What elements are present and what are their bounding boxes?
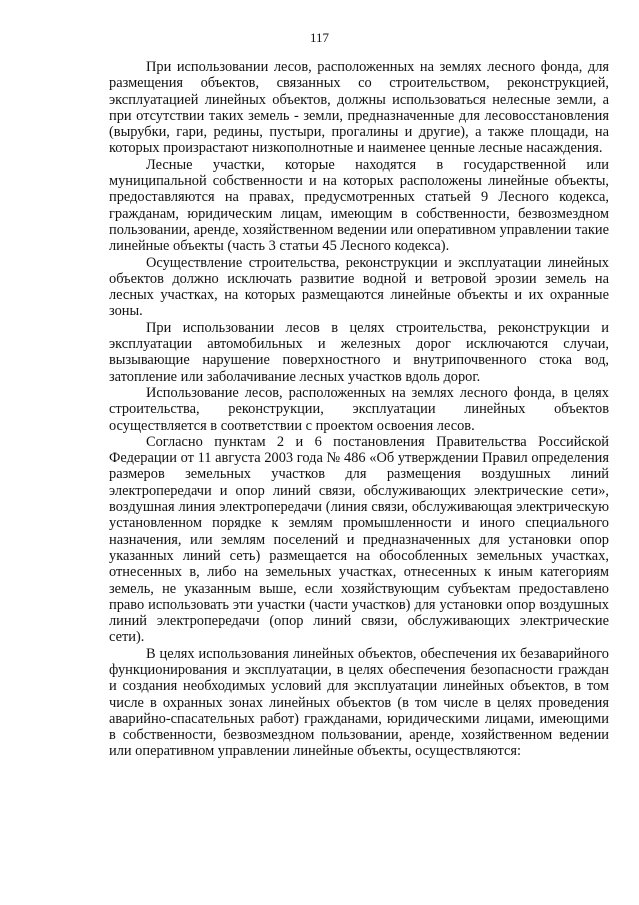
paragraph-forest-land-use: При использовании лесов, расположенных на землях лесного фонда, для размещения объектов, связанных со строительством, реконструкцией, эксплуатацией линейных объектов, должны использоваться нелесные земли, а при отсутствии таких земель - земли, предназначенные для лесовосстановления (вырубки, гари, редины, пустыри, прогалины и другие), а также площади, на которых произрастают низкополнотные и наименее ценные лесные насаждения. — [109, 59, 609, 157]
paragraph-forest-development-project: Использование лесов, расположенных на землях лесного фонда, в целях строительства, реконструкции, эксплуатации линейных объектов осуществляется в соответствии с проектом освоения лесов. — [109, 384, 609, 434]
page-body — [109, 59, 609, 760]
paragraph-linear-objects-safety: В целях использования линейных объектов, обеспечения их безаварийного функционирования и эксплуатации, в целях обеспечения безопасности граждан и создания необходимых условий для эксплуатации линейных объектов, в том числе в охранных зонах линейных объектов (в том числе в целях проведения аварийно-спасательных работ) гражданами, юридическими лицами, имеющими в собственности, безвозмездном пользовании, аренде, хозяйственном ведении или оперативном управлении линейные объекты, осуществляются: — [109, 645, 609, 760]
paragraph-forest-plots-rights: Лесные участки, которые находятся в государственной или муниципальной собственности и на которых расположены линейные объекты, предоставляются на правах, предусмотренных статьей 9 Лесного кодекса, гражданам, юридическим лицам, имеющим в собственности, безвозмездном пользовании, аренде, хозяйственном ведении или оперативном управлении такие линейные объекты (часть 3 статьи 45 Лесного кодекса). — [109, 156, 609, 255]
paragraph-government-resolution-486: Согласно пунктам 2 и 6 постановления Правительства Российской Федерации от 11 августа 2003 года № 486 «Об утверждении Правил определения размеров земельных участков для размещения воздушных линий электропередачи и опор линий связи, обслуживающих электрические сети», воздушная линия электропередачи (линия связи, обслуживающая электрическую установленном порядке к землям промышленности и иного специального назначения, или землям поселений и предназначенных для установки опор указанных линий сеть) размещается на обособленных земельных участках, отнесенных в, либо на земельных участках, отнесенных к иным категориям земель, не указанным выше, если хозяйствующим субъектам предоставлено право использовать эти участки (части участков) для установки опор воздушных линий электропередачи (опор линий связи, обслуживающих электрические сети). — [109, 433, 609, 646]
page-number: 117 — [309, 30, 330, 45]
paragraph-erosion-prevention: Осуществление строительства, реконструкции и эксплуатации линейных объектов должно исключать развитие водной и ветровой эрозии земель на лесных участках, на которых размещаются линейные объекты и их охранные зоны. — [109, 254, 609, 320]
paragraph-roads-drainage: При использовании лесов в целях строительства, реконструкции и эксплуатации автомобильных и железных дорог исключаются случаи, вызывающие нарушение поверхностного и внутрипочвенного стока вод, затопление или заболачивание лесных участков вдоль дорог. — [109, 319, 609, 385]
